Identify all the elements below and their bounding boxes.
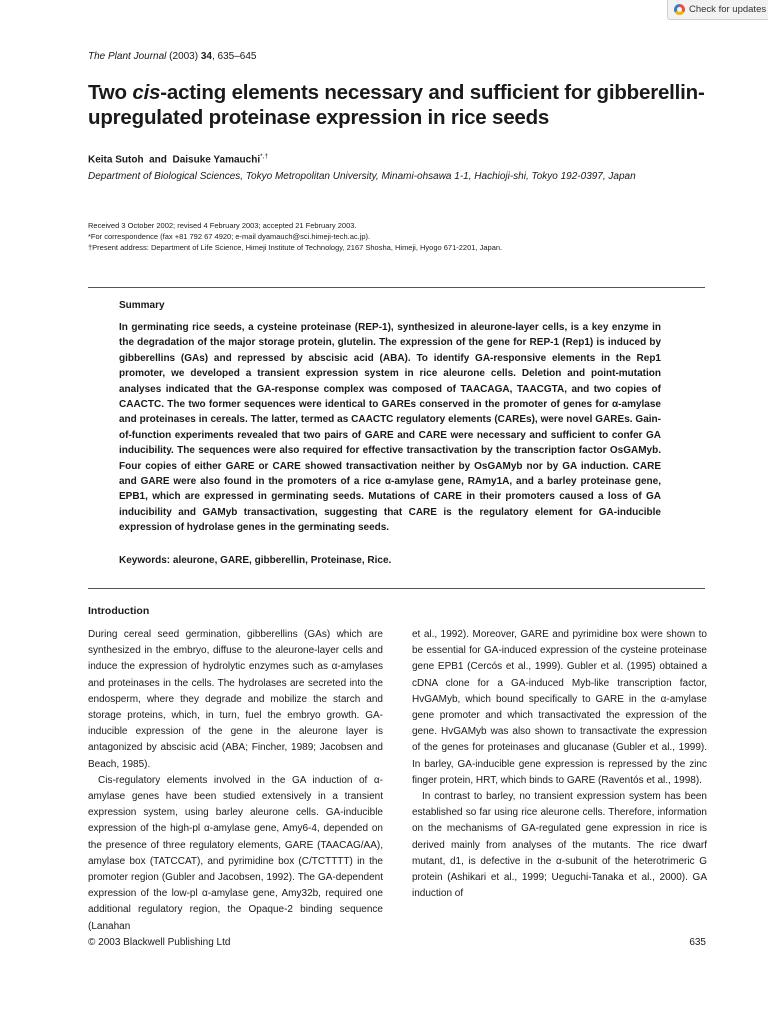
paragraph: Cis-regulatory elements involved in the GA induction of α-amylase genes have been studied extensively in a transient expression system, using barley aleurone cells. GA-inducible expression of the high-pl α-amylase gene, Amy6-4, depended on the presence of three regulatory elements, GARE (TAACAG/AA), amylase box (TATCCAT), and pyrimidine box (C/TCTTTT) in the promoter region (Gubler and Jacobsen, 1992). The GA-dependent expression of the low-pl α-amylase gene, Amy32b, required one additional regulatory region, the Opaque-2 binding sequence (Lanahan [88, 774, 383, 932]
check-for-updates-button[interactable] [667, 0, 768, 20]
paragraph: In contrast to barley, no transient expression system has been established so far using rice aleurone cells. Therefore, information on the mechanisms of GA-regulated gene expression in rice is derived mainly from analyses of the mutants. The rice dwarf mutant, d1, is defective in the α-subunit of the heterotrimeric G protein (Ashikari et al., 1999; Ueguchi-Tanaka et al., 2000). GA induction of [412, 791, 707, 900]
journal-year: (2003) [169, 51, 199, 62]
author-1: Keita Sutoh [88, 154, 144, 166]
paragraph: During cereal seed germination, gibberellins (GAs) which are synthesized in the embryo, diffuse to the aleurone-layer cells and induce the expression of hydrolytic enzymes such as α-amylases and proteinases in the cells. The hydrolases are secreted into the endosperm, where they degrade and mobilize the starch and storage proteins, which, in turn, fuel the embryo growth. GA-inducible expression of the gene in the aleurone layer is antagonized by abscisic acid (ABA; Fincher, 1989; Jacobsen and Beach, 1985). [88, 629, 383, 770]
title-italic: cis [132, 81, 161, 104]
title-after: -acting elements necessary and sufficient for gibberellin-upregulated proteinase expression in rice seeds [88, 81, 705, 129]
summary-top-rule [88, 287, 705, 288]
journal-volume: 34 [200, 51, 212, 62]
received-dates: Received 3 October 2002; revised 4 February 2003; accepted 21 February 2003. [88, 221, 357, 230]
journal-citation [88, 51, 256, 62]
title-before: Two [88, 81, 133, 104]
copyright-footer: © 2003 Blackwell Publishing Ltd [88, 937, 231, 948]
summary-text: In germinating rice seeds, a cysteine proteinase (REP-1), synthesized in aleurone-layer cells, is a key enzyme in the degradation of the major storage protein, glutelin. The expression of the gene for REP-1 (Rep1) is induced by gibberellins (GAs) and repressed by abscisic acid (ABA). To identify GA-responsive elements in the Rep1 promoter, we developed a transient expression system in rice aleurone cells. Deletion and point-mutation analyses indicated that the GA-response complex was composed of TAACAGA, TAACGTA, and two copies of CAACTC. The two former sequences were identical to GAREs conserved in the promoter of genes for α-amylase and proteinases in cereals. The latter, termed as CAACTC regulatory elements (CAREs), were novel GAREs. Gain-of-function experiments revealed that two pairs of GARE and CARE were necessary and sufficient to confer GA inducibility. The sequences were also required for effective transactivation by the transcription factor OsGAMyb. Four copies of either GARE or CARE showed transactivation neither by OsGAMyb nor by GA induction. CARE and GARE were also found in the promoters of a rice α-amylase gene, RAmy1A, and a barley proteinase gene, EPB1, which are expressed in germinating seeds. Mutations of CARE in their promoters caused a loss of GA inducibility and GAMyb transactivation, suggesting that CARE is the regulatory element for GA-inducible expression of hydrolase genes in the germinating seeds. [119, 322, 661, 534]
affiliation: Department of Biological Sciences, Tokyo Metropolitan University, Minami-ohsawa 1-1, Hachioji-shi, Tokyo 192-0397, Japan [88, 171, 636, 182]
summary-heading: Summary [119, 300, 165, 311]
check-for-updates-label: Check for updates [689, 4, 767, 15]
introduction-heading: Introduction [88, 605, 150, 617]
journal-pages: , 635–645 [211, 51, 257, 62]
crossmark-icon [674, 4, 685, 15]
body-column-right [412, 627, 707, 902]
author-2: Daisuke Yamauchi [172, 154, 261, 166]
summary-bottom-rule [88, 588, 705, 589]
journal-name: The Plant Journal [88, 51, 167, 62]
body-column-left [88, 627, 383, 935]
keywords: Keywords: aleurone, GARE, gibberellin, Proteinase, Rice. [119, 555, 392, 566]
page-number: 635 [689, 937, 706, 948]
author-list: Keita Sutoh and Daisuke Yamauchi*,† [88, 153, 269, 166]
present-address-note: †Present address: Department of Life Science, Himeji Institute of Technology, 2167 Shosha, Himeji, Hyogo 671-2201, Japan. [88, 243, 503, 252]
author-2-marks: *,† [260, 153, 269, 160]
correspondence-note: *For correspondence (fax +81 792 67 4920; e-mail dyamauch@sci.himeji-tech.ac.jp). [88, 232, 371, 241]
article-meta [88, 220, 708, 253]
paragraph: et al., 1992). Moreover, GARE and pyrimidine box were shown to be essential for GA-induced expression of the cysteine proteinase gene EPB1 (Cercós et al., 1999). Gubler et al. (1995) obtained a cDNA clone for a GA-induced Myb-like transcription factor, HvGAMyb, which bound specifically to GARE in the α-amylase gene promoter and which transactivated the expression of the gene. HvGAMyb was also shown to transactivate the expression of the genes for proteinases and glucanase (Gubler et al., 1999). In barley, GA-inducible gene expression is repressed by the zinc finger protein, HRT, which binds to GARE (Raventós et al., 1998). [412, 629, 707, 786]
article-title [88, 80, 708, 130]
